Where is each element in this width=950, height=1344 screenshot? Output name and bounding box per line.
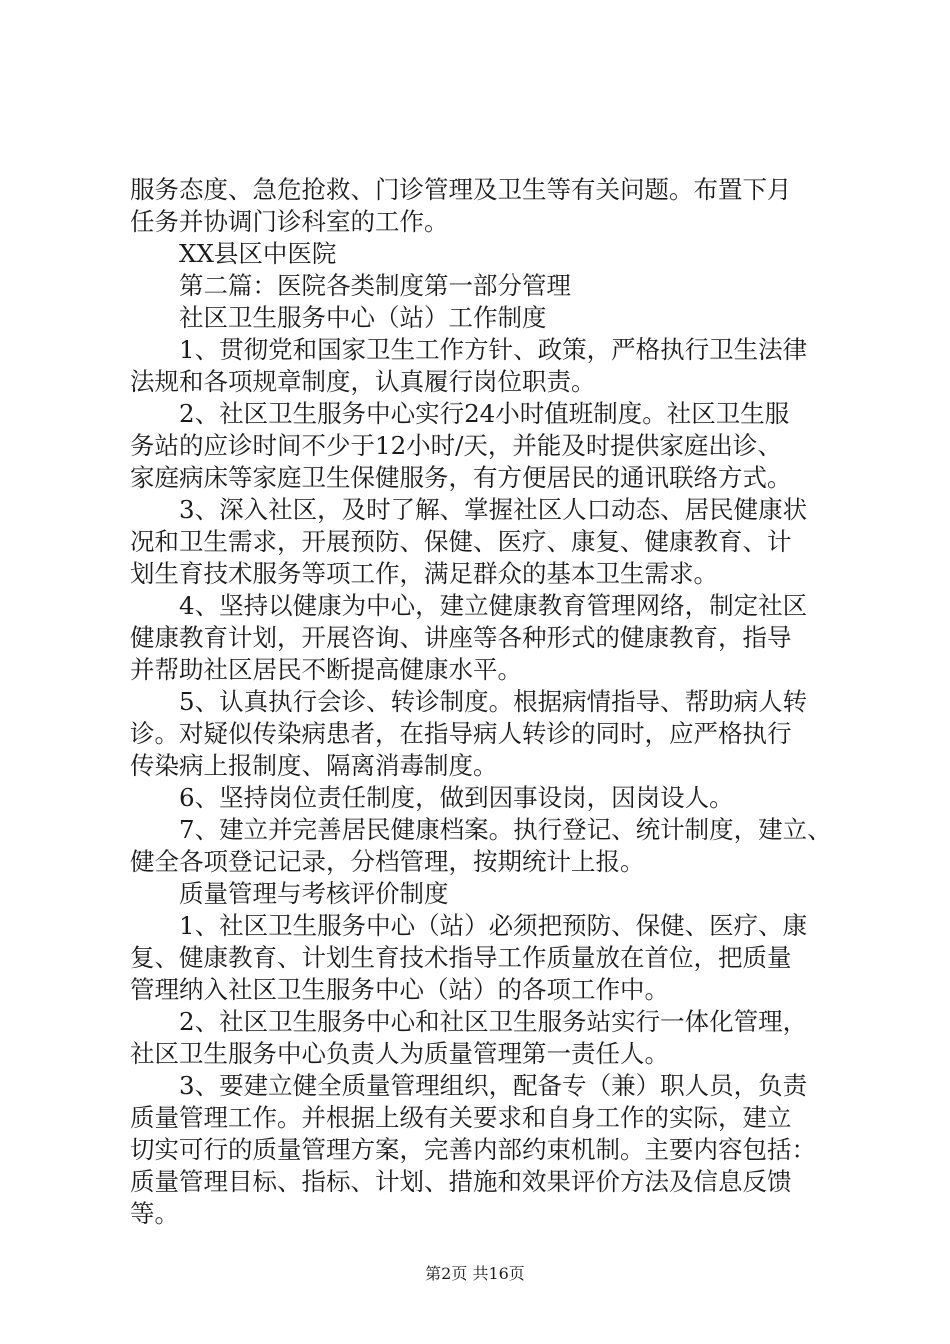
document-body bbox=[130, 174, 830, 1230]
text-line: 切实可行的质量管理方案，完善内部约束机制。主要内容包括： bbox=[130, 1135, 816, 1164]
section-heading: 社区卫生服务中心（站）工作制度 bbox=[179, 303, 547, 332]
text-line: 3、要建立健全质量管理组织，配备专（兼）职人员，负责 bbox=[179, 1071, 808, 1100]
text-line: 健康教育计划，开展咨询、讲座等各种形式的健康教育，指导 bbox=[130, 623, 792, 652]
text-line: 法规和各项规章制度，认真履行岗位职责。 bbox=[130, 367, 596, 396]
text-line: 健全各项登记记录，分档管理，按期统计上报。 bbox=[130, 847, 645, 876]
text-line: 传染病上报制度、隔离消毒制度。 bbox=[130, 751, 498, 780]
text-line: 1、社区卫生服务中心（站）必须把预防、保健、医疗、康 bbox=[179, 911, 808, 940]
text-line: 4、坚持以健康为中心，建立健康教育管理网络，制定社区 bbox=[179, 591, 808, 620]
text-line: 2、社区卫生服务中心和社区卫生服务站实行一体化管理， bbox=[179, 1007, 808, 1036]
text-line: 诊。对疑似传染病患者，在指导病人转诊的同时，应严格执行 bbox=[130, 719, 792, 748]
text-line: 5、认真执行会诊、转诊制度。根据病情指导、帮助病人转 bbox=[179, 687, 808, 716]
text-line: 1、贯彻党和国家卫生工作方针、政策，严格执行卫生法律 bbox=[179, 335, 808, 364]
text-line: 质量管理目标、指标、计划、措施和效果评价方法及信息反馈 bbox=[130, 1167, 792, 1196]
section-heading: 质量管理与考核评价制度 bbox=[179, 879, 449, 908]
section-title: 第二篇：医院各类制度第一部分管理 bbox=[179, 271, 571, 300]
text-line: 并帮助社区居民不断提高健康水平。 bbox=[130, 655, 522, 684]
text-line: 2、社区卫生服务中心实行24小时值班制度。社区卫生服 bbox=[179, 399, 790, 428]
text-line: 服务态度、急危抢救、门诊管理及卫生等有关问题。布置下月 bbox=[130, 175, 792, 204]
text-line: 7、建立并完善居民健康档案。执行登记、统计制度，建立、 bbox=[179, 815, 832, 844]
text-line: 6、坚持岗位责任制度，做到因事设岗，因岗设人。 bbox=[179, 783, 734, 812]
text-line: 质量管理工作。并根据上级有关要求和自身工作的实际，建立 bbox=[130, 1103, 792, 1132]
text-line: 等。 bbox=[130, 1199, 179, 1228]
text-line: 务站的应诊时间不少于12小时/天，并能及时提供家庭出诊、 bbox=[130, 431, 782, 460]
text-line: 任务并协调门诊科室的工作。 bbox=[130, 207, 449, 236]
text-line: 复、健康教育、计划生育技术指导工作质量放在首位，把质量 bbox=[130, 943, 792, 972]
text-line: 管理纳入社区卫生服务中心（站）的各项工作中。 bbox=[130, 975, 669, 1004]
page-number-footer: 第2页 共16页 bbox=[425, 1264, 525, 1283]
text-line: 3、深入社区，及时了解、掌握社区人口动态、居民健康状 bbox=[179, 495, 808, 524]
text-line: 社区卫生服务中心负责人为质量管理第一责任人。 bbox=[130, 1039, 669, 1068]
text-line: 况和卫生需求，开展预防、保健、医疗、康复、健康教育、计 bbox=[130, 527, 792, 556]
text-line: XX县区中医院 bbox=[179, 239, 337, 268]
text-line: 划生育技术服务等项工作，满足群众的基本卫生需求。 bbox=[130, 559, 718, 588]
text-line: 家庭病床等家庭卫生保健服务，有方便居民的通讯联络方式。 bbox=[130, 463, 792, 492]
